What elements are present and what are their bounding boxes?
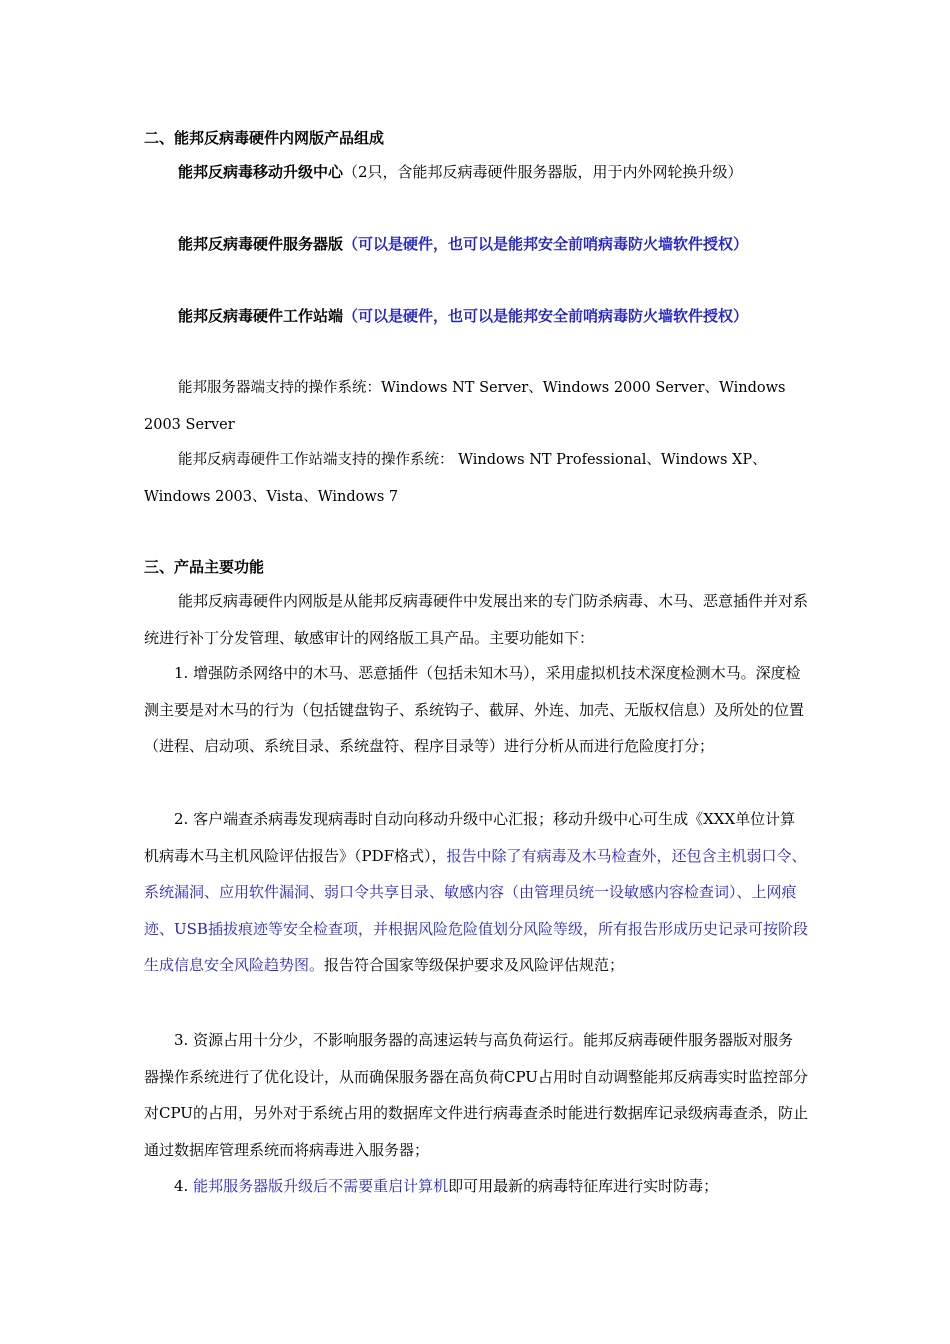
server-os-support: 能邦服务器端支持的操作系统：Windows NT Server、Windows 2000 Server、Windows 2003 Server	[144, 380, 786, 433]
product-item-note: （2只，含能邦反病毒硬件服务器版，用于内外网轮换升级）	[343, 163, 743, 181]
feature-2-text: 2. 客户端查杀病毒发现病毒时自动向移动升级中心汇报；移动升级中心可生成《XXX单位计算机病毒木马主机风险评估报告》（PDF格式），	[144, 810, 796, 865]
product-item-note: （可以是硬件，也可以是能邦安全前哨病毒防火墙软件授权）	[343, 235, 749, 253]
feature-2-highlight: 报告中除了有病毒及木马检查外，还包含主机弱口令、系统漏洞、应用软件漏洞、弱口令共享目录、敏感内容（由管理员统一设敏感内容检查词）、上网痕迹、USB插拔痕迹等安全检查项，并根据风险危险值划分风险等级，所有报告形成历史记录可按阶段生成信息安全风险趋势图。	[144, 846, 808, 974]
product-item-title: 能邦反病毒硬件服务器版	[178, 235, 344, 253]
feature-4-text: 即可用最新的病毒特征库进行实时防毒；	[448, 1177, 719, 1195]
feature-1: 1. 增强防杀网络中的木马、恶意插件（包括未知木马），采用虚拟机技术深度检测木马。深度检测主要是对木马的行为（包括键盘钩子、系统钩子、截屏、外连、加壳、无版权信息）及所处的位置（进程、启动项、系统目录、系统盘符、程序目录等）进行分析从而进行危险度打分；	[144, 664, 805, 755]
feature-4	[144, 1168, 808, 1205]
feature-4-number: 4.	[174, 1177, 194, 1195]
feature-2	[144, 801, 808, 984]
product-item-workstation	[144, 298, 808, 335]
section3-intro: 能邦反病毒硬件内网版是从能邦反病毒硬件中发展出来的专门防杀病毒、木马、恶意插件并对系统进行补丁分发管理、敏感审计的网络版工具产品。主要功能如下：	[144, 592, 809, 647]
product-item-server-edition	[144, 226, 808, 263]
workstation-os-support: 能邦反病毒硬件工作站端支持的操作系统： Windows NT Professional、Windows XP、Windows 2003、Vista、Windows 7	[144, 452, 767, 505]
product-item-mobile-upgrade-center	[144, 154, 808, 191]
product-item-note: （可以是硬件，也可以是能邦安全前哨病毒防火墙软件授权）	[343, 307, 749, 325]
product-item-title: 能邦反病毒移动升级中心	[178, 163, 344, 181]
feature-3: 3. 资源占用十分少，不影响服务器的高速运转与高负荷运行。能邦反病毒硬件服务器版对服务器操作系统进行了优化设计，从而确保服务器在高负荷CPU占用时自动调整能邦反病毒实时监控部分对CPU的占用，另外对于系统占用的数据库文件进行病毒查杀时能进行数据库记录级病毒查杀，防止通过数据库管理系统而将病毒进入服务器；	[144, 1031, 808, 1159]
feature-2-text-end: 报告符合国家等级保护要求及风险评估规范；	[324, 956, 625, 974]
feature-4-highlight: 能邦服务器版升级后不需要重启计算机	[193, 1177, 449, 1195]
product-item-title: 能邦反病毒硬件工作站端	[178, 307, 344, 325]
section3-heading: 三、产品主要功能	[144, 558, 265, 576]
section2-heading: 二、能邦反病毒硬件内网版产品组成	[144, 129, 385, 147]
